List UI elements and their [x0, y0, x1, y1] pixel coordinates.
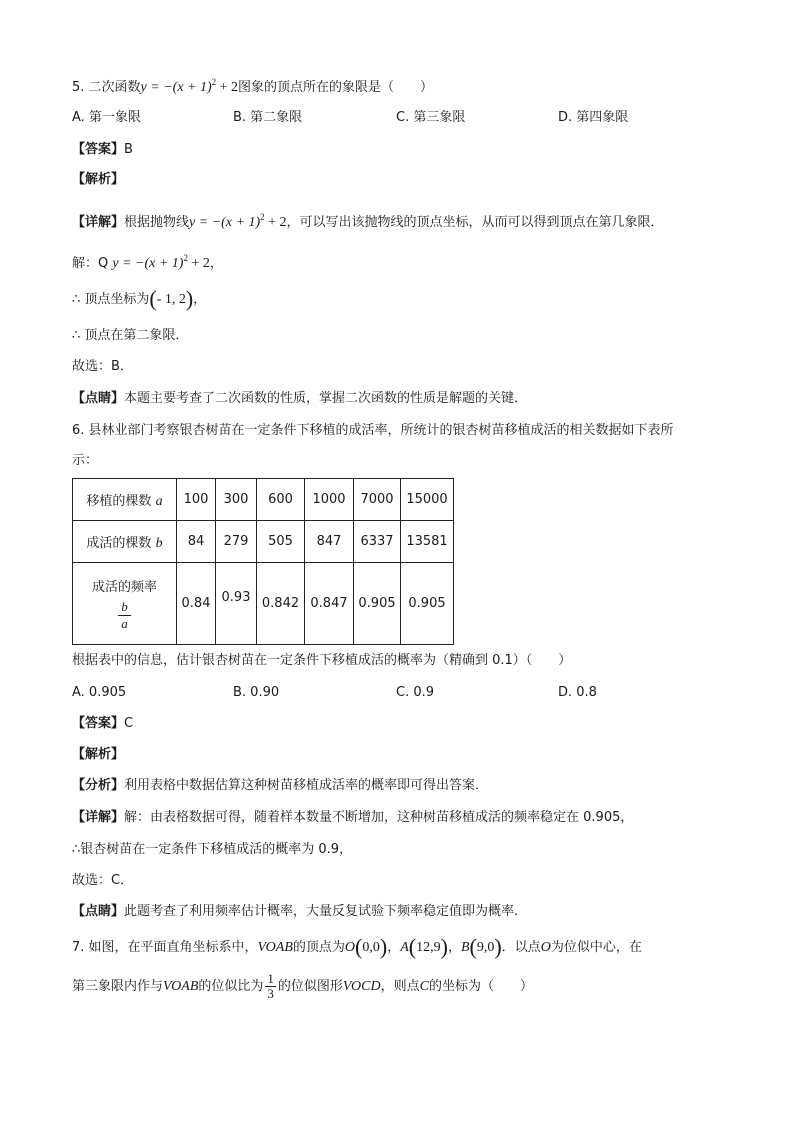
- table-cell: 13581: [401, 521, 454, 563]
- frequency-fraction: $\frac{b}{a}$: [118, 599, 131, 632]
- table-row-frequency: [73, 563, 454, 645]
- q6-stem-line2: 示：: [72, 453, 99, 468]
- q5-quadrant: ∴ 顶点在第二象限．: [72, 328, 189, 343]
- q7-stem-line1: 7. 如图，在平面直角坐标系中，VOAB的顶点为O(0,0)，A(12,9)，B(9,0)．以点O为位似中心，在: [72, 934, 642, 959]
- q5-detail: 【详解】根据抛物线$y = -(x + 1)^2 + 2$，可以写出该抛物线的顶点坐标，从而可以得到顶点在第几象限．: [72, 212, 664, 230]
- q6-comment: 【点睛】此题考查了利用频率估计概率，大量反复试验下频率稳定值即为概率．: [72, 904, 528, 919]
- q6-analysis-tag: 【解析】: [72, 747, 125, 762]
- q6-option-b: B. 0.90: [233, 685, 280, 700]
- q6-therefore: ∴银杏树苗在一定条件下移植成活的概率为 0.9，: [72, 842, 353, 857]
- table-cell: 300: [216, 479, 257, 521]
- table-cell: 0.842: [257, 563, 305, 645]
- q5-answer: 【答案】B: [72, 142, 133, 157]
- table-cell: 6337: [354, 521, 401, 563]
- table-cell: 0.905: [354, 563, 401, 645]
- table-cell: 0.84: [177, 563, 216, 645]
- q6-stem-line1: 6. 县林业部门考察银杏树苗在一定条件下移植的成活率，所统计的银杏树苗移植成活的相关数据如下表所: [72, 423, 674, 438]
- q5-option-c: C. 第三象限: [396, 110, 466, 125]
- q5-stem: 5. 二次函数$y = -(x + 1)^2 + 2$图象的顶点所在的象限是（ ）: [72, 77, 434, 95]
- q5-solution: 解：Q $y = -(x + 1)^2 + 2$，: [72, 253, 223, 271]
- table-cell: 100: [177, 479, 216, 521]
- q6-data-table: [72, 478, 454, 645]
- table-cell: 1000: [305, 479, 354, 521]
- q7-stem-line2: 第三象限内作与VOAB的位似比为 $\frac{1}{3}$ 的位似图形VOCD，则点C的坐标为（ ）: [72, 971, 533, 1001]
- table-cell: 847: [305, 521, 354, 563]
- q6-question: 根据表中的信息，估计银杏树苗在一定条件下移植成活的概率为（精确到 0.1）（ ）: [72, 653, 572, 668]
- q5-solution-formula: $y = -(x + 1)^2 + 2$: [112, 253, 210, 271]
- table-row-planted: [73, 479, 454, 521]
- table-cell: 600: [257, 479, 305, 521]
- table-cell: 0.93: [216, 563, 257, 645]
- ratio-fraction: $\frac{1}{3}$: [267, 971, 274, 1001]
- q6-option-c: C. 0.9: [396, 685, 435, 700]
- q6-choose: 故选：C．: [72, 873, 134, 888]
- table-cell: 15000: [401, 479, 454, 521]
- q6-option-a: A. 0.905: [72, 685, 127, 700]
- table-cell: 7000: [354, 479, 401, 521]
- row-label-planted: 移植的棵数 a: [73, 479, 177, 521]
- table-cell: 84: [177, 521, 216, 563]
- table-cell: 279: [216, 521, 257, 563]
- q5-comment: 【点睛】本题主要考查了二次函数的性质，掌握二次函数的性质是解题的关键．: [72, 391, 528, 406]
- q5-formula: $y = -(x + 1)^2 + 2$: [140, 77, 239, 95]
- q6-analysis: 【分析】利用表格中数据估算这种树苗移植成活率的概率即可得出答案．: [72, 778, 489, 793]
- table-cell: 0.847: [305, 563, 354, 645]
- row-label-survived: 成活的棵数 b: [73, 521, 177, 563]
- q5-option-a: A. 第一象限: [72, 110, 141, 125]
- q5-detail-formula: $y = -(x + 1)^2 + 2$: [189, 212, 287, 230]
- table-cell: 0.905: [401, 563, 454, 645]
- table-row-survived: [73, 521, 454, 563]
- q5-vertex: ∴ 顶点坐标为(- 1, 2)，: [72, 286, 207, 311]
- q5-option-d: D. 第四象限: [558, 110, 629, 125]
- row-label-frequency: 成活的频率 $\frac{b}{a}$: [73, 563, 177, 645]
- q6-answer: 【答案】C: [72, 716, 134, 731]
- q5-choose: 故选：B．: [72, 359, 133, 374]
- q5-option-b: B. 第二象限: [233, 110, 303, 125]
- q5-analysis-tag: 【解析】: [72, 172, 125, 187]
- q6-option-d: D. 0.8: [558, 685, 597, 700]
- q6-detail: 【详解】解：由表格数据可得，随着样本数量不断增加，这种树苗移植成活的频率稳定在 0.905，: [72, 810, 634, 825]
- table-cell: 505: [257, 521, 305, 563]
